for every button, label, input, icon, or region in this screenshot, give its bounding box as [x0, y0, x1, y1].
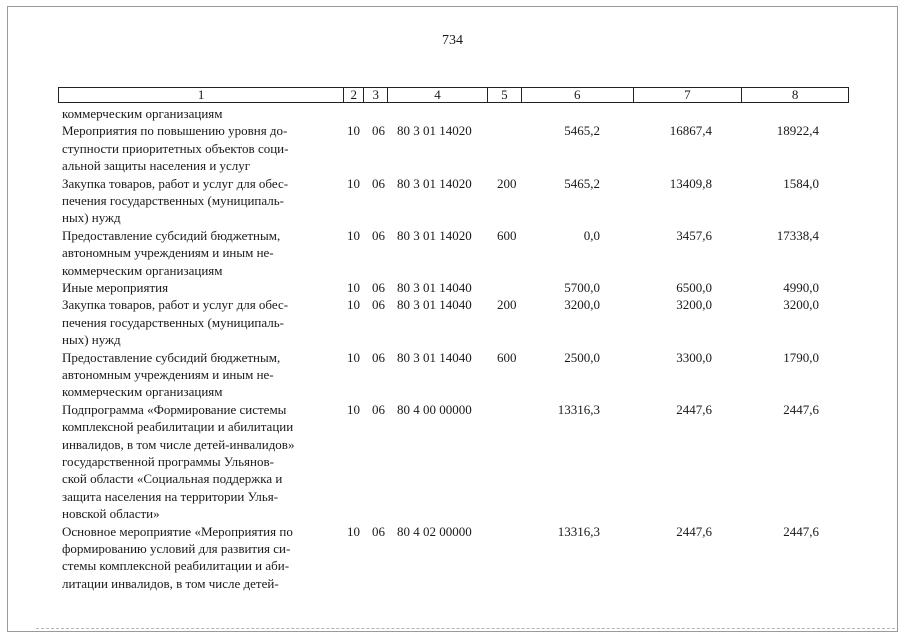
cell-type: 200 — [497, 175, 517, 191]
cell-subsection: 06 — [372, 123, 385, 139]
row-name-line: ных) нужд — [62, 210, 121, 226]
table-row — [0, 279, 905, 296]
cell-section: 10 — [347, 123, 360, 139]
cell-v7: 16867,4 — [669, 123, 712, 139]
cell-subsection: 06 — [372, 227, 385, 243]
table-header — [58, 87, 849, 103]
cell-v7: 6500,0 — [676, 279, 712, 295]
cell-section: 10 — [347, 175, 360, 191]
row-name — [62, 279, 335, 296]
cell-section: 10 — [347, 227, 360, 243]
page-number: 734 — [442, 33, 463, 48]
cell-v7: 3300,0 — [676, 349, 712, 365]
cell-code: 80 3 01 14040 — [397, 279, 472, 295]
row-name-line: инвалидов, в том числе детей-инвалидов» — [62, 436, 295, 452]
row-name-line: литации инвалидов, в том числе детей- — [62, 575, 279, 591]
cell-section: 10 — [347, 279, 360, 295]
row-name — [62, 122, 335, 174]
cell-section: 10 — [347, 297, 360, 313]
cell-section: 10 — [347, 523, 360, 539]
cell-code: 80 3 01 14020 — [397, 175, 472, 191]
table-row — [0, 105, 905, 122]
cell-v6: 13316,3 — [557, 523, 600, 539]
table-row — [0, 227, 905, 279]
cell-v6: 5465,2 — [564, 123, 600, 139]
cell-subsection: 06 — [372, 349, 385, 365]
row-name-line: Закупка товаров, работ и услуг для обес- — [62, 297, 289, 313]
cell-v6: 3200,0 — [564, 297, 600, 313]
header-col-7: 7 — [634, 88, 743, 102]
cell-code: 80 4 02 00000 — [397, 523, 472, 539]
row-name-line: Иные мероприятия — [62, 279, 169, 295]
cell-v8: 3200,0 — [783, 297, 819, 313]
header-col-4: 4 — [388, 88, 488, 102]
cell-code: 80 3 01 14020 — [397, 227, 472, 243]
cell-code: 80 3 01 14040 — [397, 297, 472, 313]
cell-v8: 17338,4 — [776, 227, 819, 243]
cell-v8: 1790,0 — [783, 349, 819, 365]
cell-v6: 5465,2 — [564, 175, 600, 191]
row-name-line: государственной программы Ульянов- — [62, 453, 274, 469]
row-name-line: коммерческим организациям — [62, 262, 223, 278]
row-name-line: защита населения на территории Улья- — [62, 488, 279, 504]
header-col-6: 6 — [522, 88, 634, 102]
row-name-line: формированию условий для развития си- — [62, 540, 291, 556]
row-name-line: автономным учреждениям и иным не- — [62, 245, 274, 261]
row-name-line: печения государственных (муниципаль- — [62, 314, 285, 330]
cell-type: 600 — [497, 227, 517, 243]
row-name-line: ской области «Социальная поддержка и — [62, 471, 283, 487]
table-row — [0, 122, 905, 174]
cell-v8: 1584,0 — [783, 175, 819, 191]
cell-subsection: 06 — [372, 279, 385, 295]
row-name-line: ступности приоритетных объектов соци- — [62, 140, 289, 156]
cell-subsection: 06 — [372, 523, 385, 539]
cell-code: 80 4 00 00000 — [397, 401, 472, 417]
table-row — [0, 401, 905, 523]
cell-v8: 2447,6 — [783, 523, 819, 539]
row-name — [62, 349, 335, 401]
cell-code: 80 3 01 14020 — [397, 123, 472, 139]
row-name-line: ных) нужд — [62, 332, 121, 348]
cell-subsection: 06 — [372, 401, 385, 417]
row-name-line: комплексной реабилитации и абилитации — [62, 419, 294, 435]
cell-v7: 2447,6 — [676, 401, 712, 417]
cell-section: 10 — [347, 401, 360, 417]
row-name — [62, 401, 335, 523]
row-name — [62, 227, 335, 279]
table-row — [0, 296, 905, 348]
cell-code: 80 3 01 14040 — [397, 349, 472, 365]
cell-v6: 13316,3 — [557, 401, 600, 417]
row-name — [62, 175, 335, 227]
row-name-line: альной защиты населения и услуг — [62, 158, 251, 174]
row-name-line: Мероприятия по повышению уровня до- — [62, 123, 288, 139]
bottom-rule — [36, 628, 895, 629]
table-row — [0, 175, 905, 227]
row-name-line: коммерческим организациям — [62, 106, 223, 121]
header-col-3: 3 — [364, 88, 388, 102]
cell-section: 10 — [347, 349, 360, 365]
cell-v7: 13409,8 — [669, 175, 712, 191]
cell-v8: 18922,4 — [776, 123, 819, 139]
cell-v8: 4990,0 — [783, 279, 819, 295]
row-name-line: коммерческим организациям — [62, 384, 223, 400]
row-name — [62, 296, 335, 348]
row-name-line: новской области» — [62, 506, 160, 522]
cell-v7: 3457,6 — [676, 227, 712, 243]
header-col-8: 8 — [791, 87, 799, 102]
row-name-line: Предоставление субсидий бюджетным, — [62, 227, 281, 243]
table-row — [0, 523, 905, 593]
table-body — [0, 105, 905, 592]
cell-v7: 2447,6 — [676, 523, 712, 539]
cell-type: 600 — [497, 349, 517, 365]
cell-v7: 3200,0 — [676, 297, 712, 313]
row-name-line: Подпрограмма «Формирование системы — [62, 401, 287, 417]
cell-type: 200 — [497, 297, 517, 313]
row-name — [62, 105, 335, 122]
row-name-line: стемы комплексной реабилитации и аби- — [62, 558, 290, 574]
header-col-1: 1 — [59, 88, 344, 102]
table-row — [0, 349, 905, 401]
row-name-line: Основное мероприятие «Мероприятия по — [62, 523, 293, 539]
row-name-line: печения государственных (муниципаль- — [62, 192, 285, 208]
cell-subsection: 06 — [372, 175, 385, 191]
cell-v6: 5700,0 — [564, 279, 600, 295]
cell-subsection: 06 — [372, 297, 385, 313]
row-name — [62, 523, 335, 593]
row-name-line: автономным учреждениям и иным не- — [62, 366, 274, 382]
row-name-line: Предоставление субсидий бюджетным, — [62, 349, 281, 365]
header-col-5: 5 — [488, 88, 522, 102]
cell-v6: 2500,0 — [564, 349, 600, 365]
cell-v6: 0,0 — [583, 227, 600, 243]
header-col-2: 2 — [344, 88, 364, 102]
row-name-line: Закупка товаров, работ и услуг для обес- — [62, 175, 289, 191]
cell-v8: 2447,6 — [783, 401, 819, 417]
